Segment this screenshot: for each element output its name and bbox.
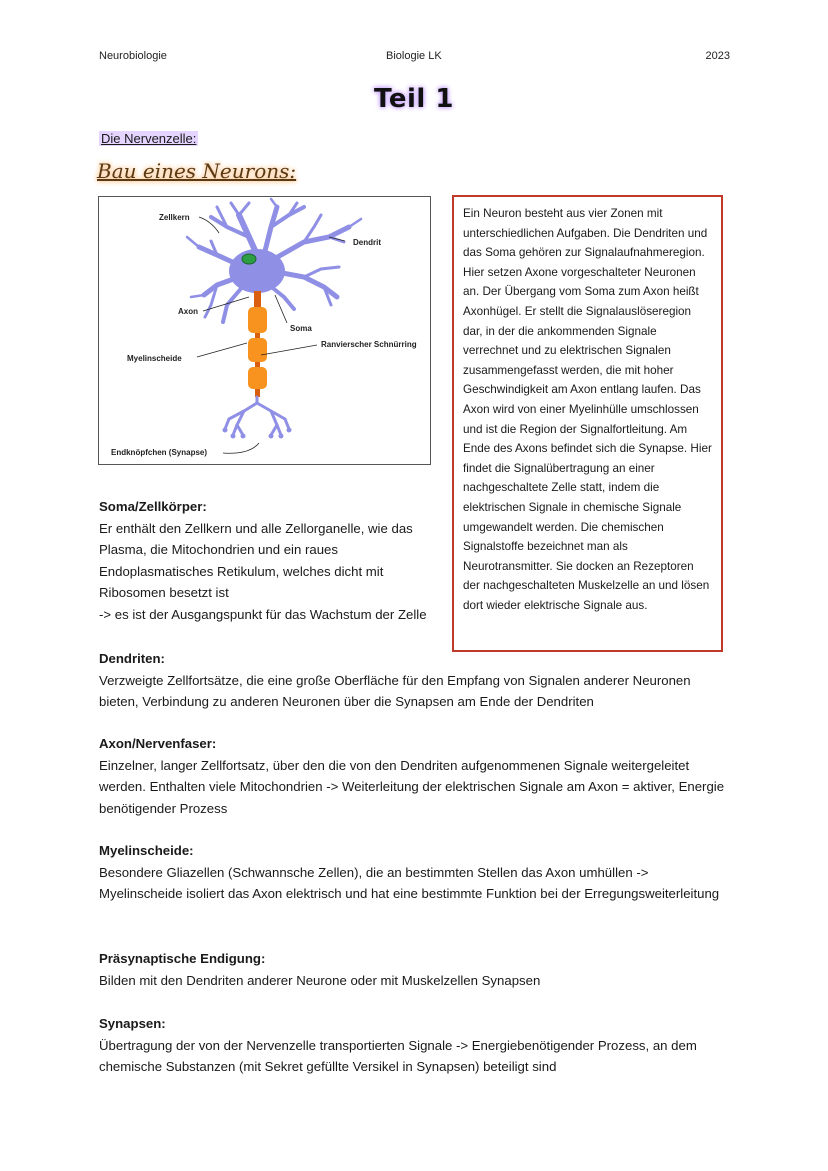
section-heading: Bau eines Neurons: [97, 159, 297, 183]
section-body-synapsen: Übertragung der von der Nervenzelle transportierten Signale -> Energiebenötigender Prozess, an dem chemische Substanzen (mit Sekret gefüllte Versikel in Synapsen) beteiligt sind [99, 1037, 697, 1074]
section-heading-synapsen: Synapsen: [99, 1016, 166, 1031]
section-axon [99, 733, 729, 819]
myelin-segment [248, 367, 267, 389]
label-axon: Axon [178, 307, 198, 316]
section-heading-axon: Axon/Nervenfaser: [99, 736, 217, 751]
section-heading-dendriten: Dendriten: [99, 651, 165, 666]
axon-hillock [254, 291, 261, 307]
nucleus [242, 254, 256, 264]
section-body-myelin: Besondere Gliazellen (Schwannsche Zellen), die an bestimmten Stellen das Axon umhüllen -> Myelinscheide isoliert das Axon elektrisch und hat eine bestimmte Funktion bei der Erregungsweiterleitung [99, 864, 720, 901]
label-endknopf: Endknöpfchen (Synapse) [111, 448, 208, 457]
neuron-diagram [98, 196, 431, 465]
section-praesynaptisch [99, 948, 729, 991]
header-subject: Neurobiologie [99, 50, 167, 62]
axon-terminals [225, 397, 289, 435]
section-body-axon: Einzelner, langer Zellfortsatz, über den die von den Dendriten aufgenommenen Signale weitergeleitet werden. Enthalten viele Mitochondrien -> Weiterleitung der elektrischen Signale am Axon = aktiver, Energie benötigender Prozess [99, 757, 725, 816]
label-ranvier: Ranvierscher Schnürring [321, 340, 417, 349]
myelin-segment [248, 307, 267, 333]
header-year: 2023 [705, 50, 730, 62]
section-dendriten [99, 648, 729, 713]
section-body-praesynaptisch: Bilden mit den Dendriten anderer Neurone oder mit Muskelzellen Synapsen [99, 972, 541, 988]
soma-body [229, 249, 285, 293]
section-heading-soma: Soma/Zellkörper: [99, 499, 207, 514]
header-course: Biologie LK [386, 50, 442, 62]
info-box: Ein Neuron besteht aus vier Zonen mit unterschiedlichen Aufgaben. Die Dendriten und das Soma gehören zur Signalaufnahmeregion. Hier setzen Axone vorgeschalteter Neuronen an. Der Übergang vom Soma zum Axon heißt Axonhügel. Er stellt die Signalauslöseregion dar, in der die ankommenden Signale verrechnet und zu elektrischen Signalen zusammengefasst werden, die mit hoher Geschwindigkeit am Axon entlang laufen. Das Axon wird von einer Myelinhülle umschlossen und ist die Region der Signalfortleitung. Am Ende des Axons befindet sich die Synapse. Hier findet die Signalübertragung an einer nachgeschaltete Zelle statt, indem die elektrischen Signale in chemische Signale umgewandelt werden. Die chemischen Signalstoffe bezeichnet man als Neurotransmitter. Sie docken an Rezeptoren der nachgeschalteten Muskelzelle an und lösen dort wieder elektrische Signale aus. [452, 195, 723, 652]
label-zellkern: Zellkern [159, 213, 190, 222]
section-soma [99, 496, 449, 625]
neuron-illustration [99, 197, 432, 466]
section-note-soma: -> es ist der Ausgangspunkt für das Wachstum der Zelle [99, 606, 427, 622]
myelin-segment [248, 338, 267, 362]
section-body-dendriten: Verzweigte Zellfortsätze, die eine große Oberfläche für den Empfang von Signalen anderer Neuronen bieten, Verbindung zu anderen Neuronen über die Synapsen am Ende der Dendriten [99, 672, 691, 709]
label-dendrit: Dendrit [353, 238, 381, 247]
chapter-subheading: Die Nervenzelle: [101, 131, 197, 146]
label-soma: Soma [290, 324, 312, 333]
section-myelin [99, 840, 729, 905]
section-synapsen [99, 1013, 729, 1078]
page-title: Teil 1 [374, 84, 454, 114]
section-body-soma: Er enthält den Zellkern und alle Zellorganelle, wie das Plasma, die Mitochondrien und ein raues Endoplasmatisches Retikulum, welches dicht mit Ribosomen besetzt ist [99, 520, 413, 600]
label-myelin: Myelinscheide [127, 354, 182, 363]
section-heading-myelin: Myelinscheide: [99, 843, 194, 858]
section-heading-praesynaptisch: Präsynaptische Endigung: [99, 951, 266, 966]
